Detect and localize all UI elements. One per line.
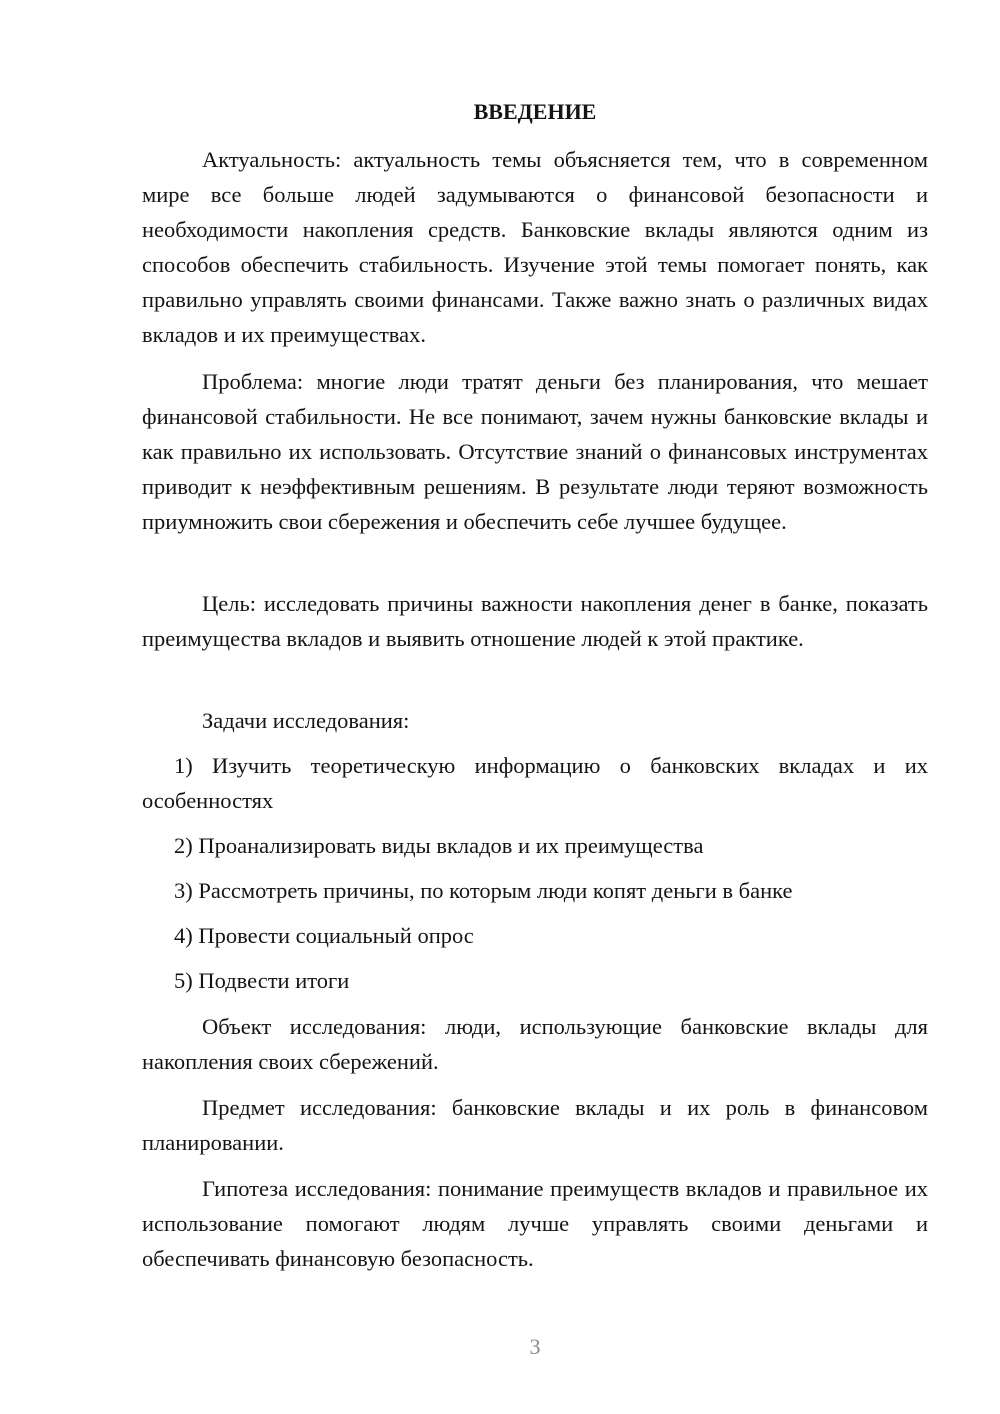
task-item-1: 1) Изучить теоретическую информацию о банковских вкладах и их особенностях bbox=[142, 753, 928, 813]
task-item-4: 4) Провести социальный опрос bbox=[174, 923, 474, 948]
task-item-3: 3) Рассмотреть причины, по которым люди копят деньги в банке bbox=[174, 878, 793, 903]
task-item-5: 5) Подвести итоги bbox=[174, 968, 350, 993]
task-item-2: 2) Проанализировать виды вкладов и их преимущества bbox=[174, 833, 704, 858]
paragraph-subject: Предмет исследования: банковские вклады и их роль в финансовом планировании. bbox=[142, 1095, 928, 1155]
paragraph-hypothesis: Гипотеза исследования: понимание преимуществ вкладов и правильное их использование помогают людям лучше управлять своими деньгами и обеспечивать финансовую безопасность. bbox=[142, 1176, 928, 1271]
page-title: ВВЕДЕНИЕ bbox=[473, 99, 597, 124]
paragraph-problem: Проблема: многие люди тратят деньги без планирования, что мешает финансовой стабильности. Не все понимают, зачем нужны банковские вклады и как правильно их использовать. Отсутствие знаний о финансовых инструментах приводит к неэффективным решениям. В результате люди теряют возможность приумножить свои сбережения и обеспечить себе лучшее будущее. bbox=[142, 369, 928, 534]
tasks-heading: Задачи исследования: bbox=[202, 708, 410, 733]
paragraph-object: Объект исследования: люди, использующие банковские вклады для накопления своих сбережений. bbox=[142, 1014, 928, 1074]
page-number: 3 bbox=[529, 1334, 541, 1359]
document-page bbox=[142, 0, 928, 1414]
paragraph-goal: Цель: исследовать причины важности накопления денег в банке, показать преимущества вкладов и выявить отношение людей к этой практике. bbox=[142, 591, 928, 651]
paragraph-relevance: Актуальность: актуальность темы объясняется тем, что в современном мире все больше людей задумываются о финансовой безопасности и необходимости накопления средств. Банковские вклады являются одним из способов обеспечить стабильность. Изучение этой темы помогает понять, как правильно управлять своими финансами. Также важно знать о различных видах вкладов и их преимуществах. bbox=[142, 147, 928, 347]
